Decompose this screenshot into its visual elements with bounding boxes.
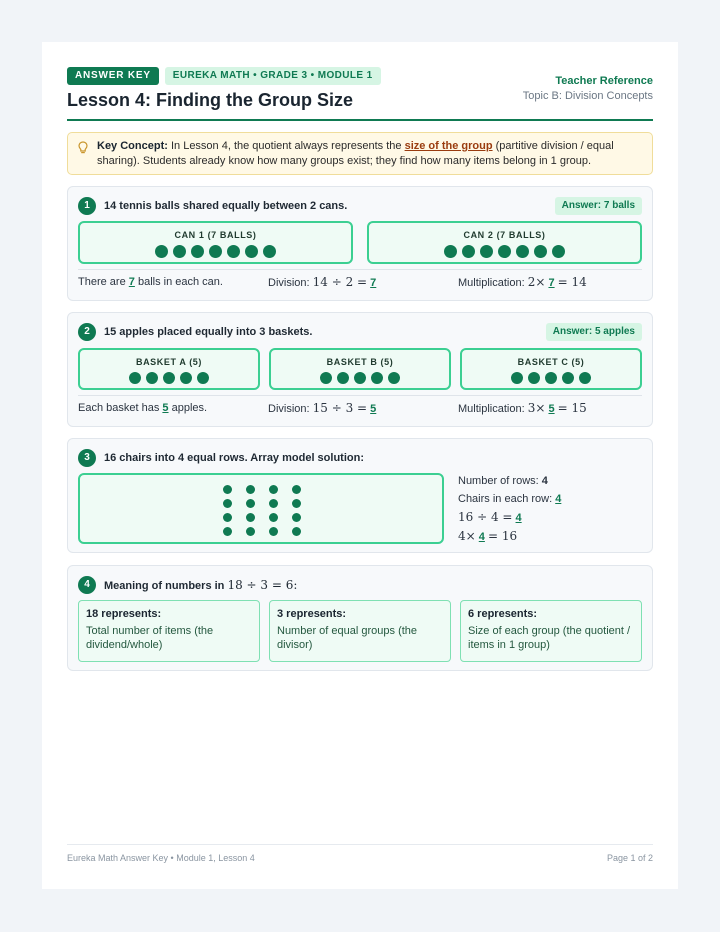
division-sentence: Division: 15 ÷ 3 = 5 bbox=[268, 401, 377, 415]
multiplication-answer: 5 bbox=[548, 403, 555, 415]
multiplication-sentence: 4× 4 = 16 bbox=[458, 529, 518, 543]
rows-statement: Number of rows: 4 bbox=[458, 475, 548, 487]
problem-question: 15 apples placed equally into 3 baskets. bbox=[104, 326, 313, 338]
group-label: CAN 2 (7 BALLS) bbox=[463, 230, 546, 240]
chair-dot bbox=[292, 513, 301, 522]
chair-dot bbox=[223, 499, 232, 508]
item-dot bbox=[146, 372, 158, 384]
chair-dot bbox=[269, 485, 278, 494]
chair-dot bbox=[246, 527, 255, 536]
problem-number: 4 bbox=[78, 576, 96, 594]
answer-key-badge: ANSWER KEY bbox=[67, 67, 159, 85]
group-box-basket-c bbox=[460, 348, 642, 390]
chair-dot bbox=[246, 485, 255, 494]
group-dots bbox=[271, 372, 449, 384]
chair-dot bbox=[292, 527, 301, 536]
multiplication-sentence: Multiplication: 3× 5 = 15 bbox=[458, 401, 587, 415]
problem-card-1 bbox=[67, 186, 653, 301]
answer-key-page bbox=[42, 42, 678, 889]
meaning-description: Size of each group (the quotient / items in 1 group) bbox=[468, 625, 631, 651]
item-dot bbox=[227, 245, 240, 258]
chair-dot bbox=[269, 513, 278, 522]
chair-dot bbox=[269, 499, 278, 508]
item-dot bbox=[552, 245, 565, 258]
group-dots bbox=[462, 372, 640, 384]
key-concept-text-before: In Lesson 4, the quotient always represents the bbox=[170, 140, 402, 152]
group-dots bbox=[369, 245, 640, 258]
meaning-description: Number of equal groups (the divisor) bbox=[277, 625, 418, 651]
multiplication-answer: 4 bbox=[478, 531, 485, 543]
division-answer: 5 bbox=[370, 403, 377, 415]
item-dot bbox=[579, 372, 591, 384]
item-dot bbox=[263, 245, 276, 258]
problem-number: 2 bbox=[78, 323, 96, 341]
footer-divider bbox=[67, 844, 653, 845]
item-dot bbox=[444, 245, 457, 258]
answer-badge: Answer: 7 balls bbox=[555, 197, 642, 215]
item-dot bbox=[462, 245, 475, 258]
item-dot bbox=[498, 245, 511, 258]
page-title: Lesson 4: Finding the Group Size bbox=[67, 90, 354, 110]
chairs-value: 4 bbox=[555, 493, 562, 505]
group-box-can-1 bbox=[78, 221, 353, 264]
meaning-box-divisor bbox=[269, 600, 451, 662]
problem-card-4 bbox=[67, 565, 653, 671]
topic-label: Topic B: Division Concepts bbox=[522, 90, 653, 102]
division-answer: 4 bbox=[515, 512, 522, 524]
fact-answer: 5 bbox=[162, 402, 169, 414]
footer-left: Eureka Math Answer Key • Module 1, Lesson 4 bbox=[67, 853, 255, 863]
group-box-basket-a bbox=[78, 348, 260, 390]
multiplication-answer: 7 bbox=[548, 277, 555, 289]
group-label: CAN 1 (7 BALLS) bbox=[174, 230, 257, 240]
group-label: BASKET A (5) bbox=[135, 357, 203, 367]
fact-statement: Each basket has 5 apples. bbox=[78, 402, 208, 414]
chair-dot bbox=[246, 513, 255, 522]
problem-number: 1 bbox=[78, 197, 96, 215]
meaning-description: Total number of items (the dividend/whole) bbox=[86, 625, 214, 651]
item-dot bbox=[534, 245, 547, 258]
teacher-reference-label: Teacher Reference bbox=[555, 75, 653, 87]
problem-question: 14 tennis balls shared equally between 2 cans. bbox=[104, 200, 348, 212]
item-dot bbox=[197, 372, 209, 384]
key-concept-label: Key Concept: bbox=[97, 140, 168, 152]
item-dot bbox=[245, 245, 258, 258]
problem-question: Meaning of numbers in 18 ÷ 3 = 6: bbox=[104, 578, 298, 592]
item-dot bbox=[173, 245, 186, 258]
multiplication-sentence: Multiplication: 2× 7 = 14 bbox=[458, 275, 587, 289]
meaning-box-quotient bbox=[460, 600, 642, 662]
group-box-basket-b bbox=[269, 348, 451, 390]
key-concept-text-after: (partitive division / equal sharing). Students already know how many groups exist; they find how many items belong in 1 group. bbox=[97, 140, 614, 167]
item-dot bbox=[191, 245, 204, 258]
item-dot bbox=[129, 372, 141, 384]
problem-expression: 18 ÷ 3 = 6: bbox=[227, 578, 298, 592]
problem-number: 3 bbox=[78, 449, 96, 467]
chair-dot bbox=[223, 527, 232, 536]
item-dot bbox=[209, 245, 222, 258]
meaning-title: 18 represents: bbox=[86, 608, 162, 620]
fact-answer: 7 bbox=[128, 276, 135, 288]
item-dot bbox=[337, 372, 349, 384]
problem-card-2 bbox=[67, 312, 653, 427]
item-dot bbox=[511, 372, 523, 384]
item-dot bbox=[516, 245, 529, 258]
lightbulb-icon bbox=[78, 141, 88, 155]
answer-badge: Answer: 5 apples bbox=[546, 323, 642, 341]
problem-question: 16 chairs into 4 equal rows. Array model solution: bbox=[104, 452, 364, 464]
item-dot bbox=[320, 372, 332, 384]
module-badge: EUREKA MATH • GRADE 3 • MODULE 1 bbox=[165, 67, 381, 85]
meaning-title: 6 represents: bbox=[468, 608, 538, 620]
item-dot bbox=[371, 372, 383, 384]
chair-array bbox=[223, 485, 301, 536]
item-dot bbox=[562, 372, 574, 384]
chairs-statement: Chairs in each row: 4 bbox=[458, 493, 562, 505]
rows-value: 4 bbox=[541, 475, 548, 487]
division-sentence: Division: 14 ÷ 2 = 7 bbox=[268, 275, 377, 289]
chair-dot bbox=[246, 499, 255, 508]
meaning-title: 3 represents: bbox=[277, 608, 347, 620]
header-divider bbox=[67, 119, 653, 121]
group-dots bbox=[80, 372, 258, 384]
array-model-box bbox=[78, 473, 444, 544]
chair-dot bbox=[223, 485, 232, 494]
group-dots bbox=[80, 245, 351, 258]
item-dot bbox=[155, 245, 168, 258]
item-dot bbox=[180, 372, 192, 384]
page-header bbox=[67, 67, 653, 121]
item-dot bbox=[388, 372, 400, 384]
fact-statement: There are 7 balls in each can. bbox=[78, 276, 223, 288]
division-answer: 7 bbox=[370, 277, 377, 289]
key-concept-callout bbox=[67, 132, 653, 175]
group-label: BASKET C (5) bbox=[517, 357, 585, 367]
chair-dot bbox=[292, 499, 301, 508]
item-dot bbox=[545, 372, 557, 384]
group-label: BASKET B (5) bbox=[326, 357, 394, 367]
division-sentence: 16 ÷ 4 = 4 bbox=[458, 510, 522, 524]
problem-card-3 bbox=[67, 438, 653, 553]
chair-dot bbox=[292, 485, 301, 494]
item-dot bbox=[354, 372, 366, 384]
meaning-box-dividend bbox=[78, 600, 260, 662]
chair-dot bbox=[269, 527, 278, 536]
item-dot bbox=[480, 245, 493, 258]
item-dot bbox=[163, 372, 175, 384]
group-box-can-2 bbox=[367, 221, 642, 264]
page-number: Page 1 of 2 bbox=[606, 853, 653, 863]
key-concept-highlight: size of the group bbox=[404, 140, 493, 152]
item-dot bbox=[528, 372, 540, 384]
chair-dot bbox=[223, 513, 232, 522]
